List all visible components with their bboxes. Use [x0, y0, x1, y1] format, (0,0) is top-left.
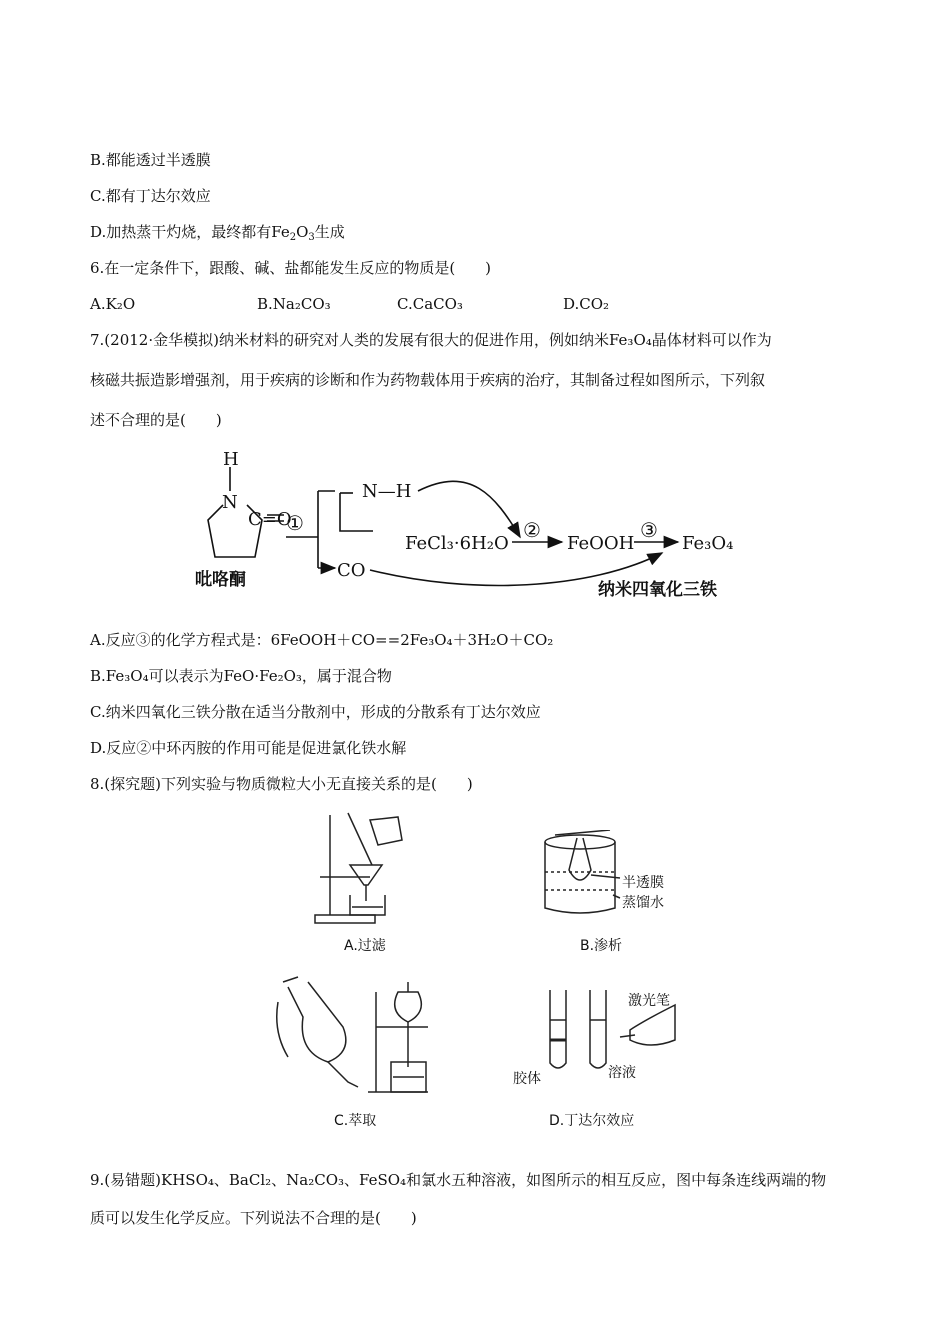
q7-stem-line3: 述不合理的是( ): [90, 411, 222, 429]
q6-stem: 6.在一定条件下，跟酸、碱、盐都能发生反应的物质是( ): [90, 259, 492, 277]
fe3o4-product: Fe₃O₄: [682, 533, 734, 554]
carbonyl-group: C=O: [248, 509, 292, 530]
q7-option-b: B.Fe₃O₄可以表示为FeO·Fe₂O₃，属于混合物: [90, 667, 392, 685]
step-1-marker: ①: [286, 511, 304, 535]
co-product: CO: [337, 560, 366, 581]
q6-option-a: A.K₂O: [90, 295, 136, 313]
nano-fe3o4-label: 纳米四氧化三铁: [598, 580, 717, 600]
q7-option-d: D.反应②中环丙胺的作用可能是促进氯化铁水解: [90, 739, 407, 757]
atom-n: N: [222, 492, 238, 513]
caption-c: C.萃取: [334, 1113, 377, 1129]
q5-option-d: D.加热蒸干灼烧，最终都有$Fe_2O_3$生成: [90, 223, 345, 243]
caption-b: B.渗析: [580, 938, 623, 954]
dialysis-apparatus: [535, 830, 635, 920]
pyrrolidone-label: 吡咯酮: [195, 570, 246, 590]
label-semipermeable: 半透膜: [622, 875, 664, 891]
caption-a: A.过滤: [344, 938, 386, 954]
q9-stem-line1: 9.(易错题)KHSO₄、BaCl₂、Na₂CO₃、FeSO₄和氯水五种溶液，如图所示的相互反应，图中每条连线两端的物: [90, 1171, 827, 1189]
fecl3-reagent: FeCl₃·6H₂O: [405, 533, 509, 554]
q7-reaction-scheme: [190, 445, 770, 610]
q5-option-b: B.都能透过半透膜: [90, 151, 211, 169]
label-colloid: 胶体: [513, 1071, 541, 1087]
extraction-apparatus: [268, 972, 448, 1102]
q5-option-c: C.都有丁达尔效应: [90, 187, 211, 205]
step-2-marker: ②: [523, 518, 541, 542]
q6-option-c: C.CaCO₃: [397, 295, 463, 313]
q7-option-c: C.纳米四氧化三铁分散在适当分散剂中，形成的分散系有丁达尔效应: [90, 703, 541, 721]
feooh-product: FeOOH: [567, 533, 635, 554]
label-solution: 溶液: [608, 1065, 636, 1081]
q8-stem: 8.(探究题)下列实验与物质微粒大小无直接关系的是( ): [90, 775, 473, 793]
q6-option-b: B.Na₂CO₃: [257, 295, 331, 313]
q7-stem-line1: 7.(2012·金华模拟)纳米材料的研究对人类的发展有很大的促进作用，例如纳米Fe₃O₄晶体材料可以作为: [90, 331, 772, 349]
step-3-marker: ③: [640, 518, 658, 542]
filtration-apparatus: [310, 805, 420, 930]
label-distilled-water: 蒸馏水: [622, 895, 664, 911]
caption-d: D.丁达尔效应: [549, 1113, 635, 1129]
amine-group: N—H: [362, 481, 412, 502]
q6-option-d: D.CO₂: [563, 295, 610, 313]
label-laser-pen: 激光笔: [628, 993, 670, 1009]
q7-stem-line2: 核磁共振造影增强剂，用于疾病的诊断和作为药物载体用于疾病的治疗，其制备过程如图所示，下列叙: [90, 371, 766, 389]
q7-option-a: A.反应③的化学方程式是：6FeOOH＋CO==2Fe₃O₄＋3H₂O＋CO₂: [90, 631, 554, 649]
atom-h: H: [223, 449, 239, 470]
q9-stem-line2: 质可以发生化学反应。下列说法不合理的是( ): [90, 1209, 417, 1227]
